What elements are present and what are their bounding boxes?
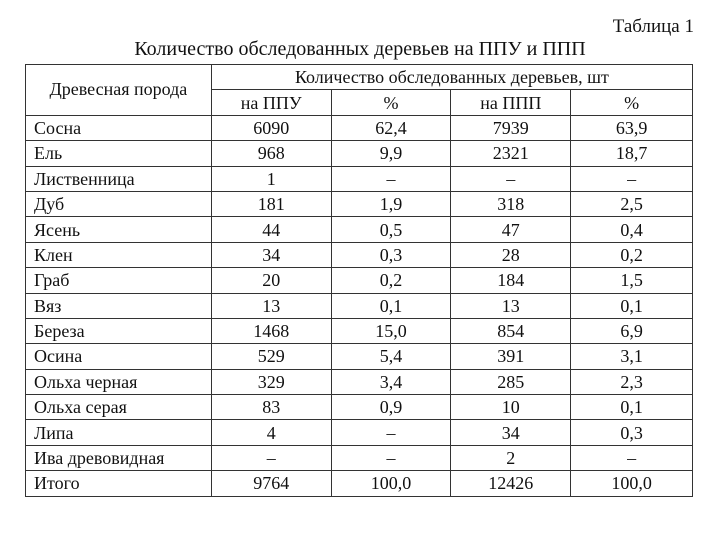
ppu-count-cell: 1468 — [211, 318, 331, 343]
ppp-count-cell: 10 — [451, 395, 571, 420]
ppp-percent-cell: 0,3 — [571, 420, 693, 445]
ppp-count-cell: 7939 — [451, 115, 571, 140]
ppu-count-cell: 13 — [211, 293, 331, 318]
table-row — [26, 166, 693, 191]
table-title: Количество обследованных деревьев на ППУ и ППП — [134, 38, 586, 60]
ppu-percent-header: % — [331, 90, 451, 115]
ppu-count-cell: 4 — [211, 420, 331, 445]
ppp-percent-cell: 0,2 — [571, 242, 693, 267]
ppp-count-cell: 12426 — [451, 471, 571, 496]
ppp-count-cell: 854 — [451, 318, 571, 343]
ppu-percent-cell: 100,0 — [331, 471, 451, 496]
ppu-count-cell: 83 — [211, 395, 331, 420]
species-cell: Осина — [26, 344, 212, 369]
species-cell: Клен — [26, 242, 212, 267]
ppp-count-cell: 28 — [451, 242, 571, 267]
ppp-percent-cell: 1,5 — [571, 268, 693, 293]
table-row — [26, 115, 693, 140]
ppu-count-cell: 181 — [211, 191, 331, 216]
ppu-count-cell: 34 — [211, 242, 331, 267]
species-cell: Итого — [26, 471, 212, 496]
ppp-count-cell: 285 — [451, 369, 571, 394]
ppu-percent-cell: 1,9 — [331, 191, 451, 216]
table-row — [26, 293, 693, 318]
species-cell: Липа — [26, 420, 212, 445]
table-row — [26, 420, 693, 445]
table-caption: Таблица 1 — [612, 16, 694, 37]
ppu-percent-cell: 0,5 — [331, 217, 451, 242]
ppu-percent-cell: 9,9 — [331, 141, 451, 166]
species-cell: Сосна — [26, 115, 212, 140]
ppu-percent-cell: – — [331, 166, 451, 191]
species-cell: Ольха черная — [26, 369, 212, 394]
ppu-percent-cell: 62,4 — [331, 115, 451, 140]
ppp-count-cell: 47 — [451, 217, 571, 242]
species-cell: Береза — [26, 318, 212, 343]
species-cell: Ива древовидная — [26, 445, 212, 470]
ppp-percent-cell: 0,1 — [571, 293, 693, 318]
species-cell: Ольха серая — [26, 395, 212, 420]
species-cell: Граб — [26, 268, 212, 293]
ppp-percent-cell: 0,4 — [571, 217, 693, 242]
ppp-percent-cell: 3,1 — [571, 344, 693, 369]
ppu-count-cell: – — [211, 445, 331, 470]
ppp-percent-cell: 0,1 — [571, 395, 693, 420]
ppp-count-cell: 184 — [451, 268, 571, 293]
ppp-count-cell: 318 — [451, 191, 571, 216]
ppu-count-cell: 20 — [211, 268, 331, 293]
ppp-count-cell: – — [451, 166, 571, 191]
ppu-count-cell: 1 — [211, 166, 331, 191]
ppp-count-cell: 2 — [451, 445, 571, 470]
ppu-percent-cell: 0,2 — [331, 268, 451, 293]
table-body — [26, 115, 693, 496]
species-cell: Дуб — [26, 191, 212, 216]
ppu-count-cell: 329 — [211, 369, 331, 394]
table-row — [26, 242, 693, 267]
table-row — [26, 445, 693, 470]
ppp-count-cell: 13 — [451, 293, 571, 318]
ppp-count-header: на ППП — [451, 90, 571, 115]
table-row — [26, 369, 693, 394]
ppp-percent-cell: 63,9 — [571, 115, 693, 140]
ppp-percent-cell: – — [571, 445, 693, 470]
table-row — [26, 471, 693, 496]
ppu-count-cell: 529 — [211, 344, 331, 369]
ppu-count-cell: 6090 — [211, 115, 331, 140]
ppu-count-cell: 9764 — [211, 471, 331, 496]
species-cell: Вяз — [26, 293, 212, 318]
ppu-percent-cell: 0,9 — [331, 395, 451, 420]
table-row — [26, 141, 693, 166]
ppu-percent-cell: 3,4 — [331, 369, 451, 394]
ppu-percent-cell: – — [331, 420, 451, 445]
ppp-percent-header: % — [571, 90, 693, 115]
ppu-count-cell: 44 — [211, 217, 331, 242]
ppp-percent-cell: – — [571, 166, 693, 191]
ppu-percent-cell: 5,4 — [331, 344, 451, 369]
species-cell: Ясень — [26, 217, 212, 242]
ppp-count-cell: 2321 — [451, 141, 571, 166]
species-cell: Ель — [26, 141, 212, 166]
table-row — [26, 217, 693, 242]
species-cell: Лиственница — [26, 166, 212, 191]
ppu-percent-cell: 15,0 — [331, 318, 451, 343]
ppp-percent-cell: 18,7 — [571, 141, 693, 166]
ppp-percent-cell: 2,3 — [571, 369, 693, 394]
ppp-count-cell: 34 — [451, 420, 571, 445]
data-table — [25, 64, 693, 497]
species-header: Древесная порода — [26, 65, 212, 116]
ppu-count-cell: 968 — [211, 141, 331, 166]
ppu-percent-cell: 0,3 — [331, 242, 451, 267]
table-row — [26, 268, 693, 293]
ppu-percent-cell: 0,1 — [331, 293, 451, 318]
ppu-count-header: на ППУ — [211, 90, 331, 115]
ppp-percent-cell: 2,5 — [571, 191, 693, 216]
ppu-percent-cell: – — [331, 445, 451, 470]
table-row — [26, 395, 693, 420]
ppp-percent-cell: 6,9 — [571, 318, 693, 343]
group-header: Количество обследованных деревьев, шт — [211, 65, 692, 90]
table-row — [26, 318, 693, 343]
ppp-count-cell: 391 — [451, 344, 571, 369]
ppp-percent-cell: 100,0 — [571, 471, 693, 496]
table-row — [26, 191, 693, 216]
table-row — [26, 344, 693, 369]
